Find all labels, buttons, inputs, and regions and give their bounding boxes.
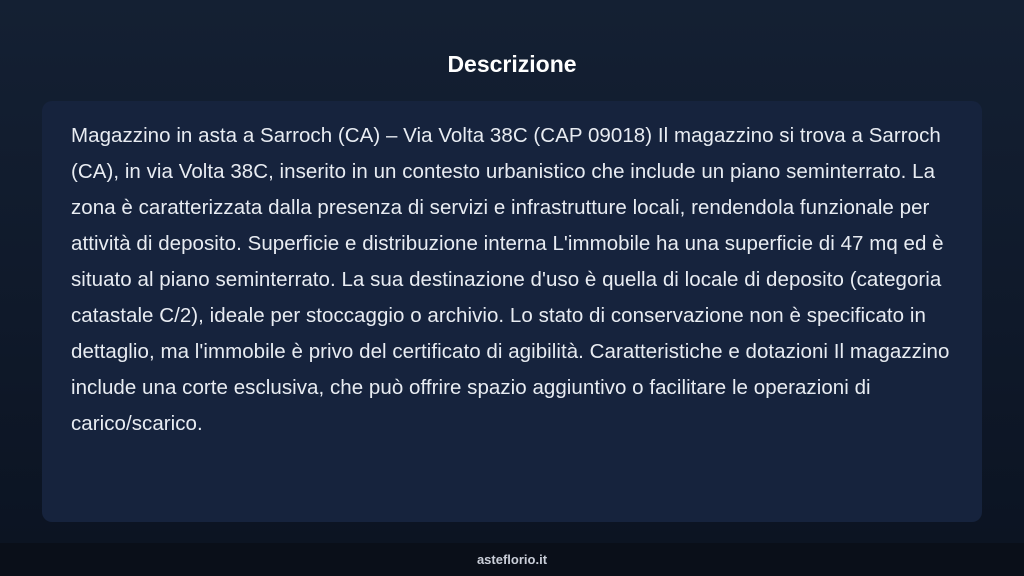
- footer-bar: [0, 543, 1024, 576]
- description-card: [42, 101, 982, 522]
- footer-site-label: asteflorio.it: [476, 552, 548, 567]
- page-title: Descrizione: [447, 51, 577, 77]
- description-text: Magazzino in asta a Sarroch (CA) – Via Volta 38C (CAP 09018) Il magazzino si trova a Sarroch (CA), in via Volta 38C, inserito in un contesto urbanistico che include un piano seminterrato. La zona è caratterizzata dalla presenza di servizi e infrastrutture locali, rendendola funzionale per attività di deposito. Superficie e distribuzione interna L'immobile ha una superficie di 47 mq ed è situato al piano seminterrato. La sua destinazione d'uso è quella di locale di deposito (categoria catastale C/2), ideale per stoccaggio o archivio. Lo stato di conservazione non è specificato in dettaglio, ma l'immobile è privo del certificato di agibilità. Caratteristiche e dotazioni Il magazzino include una corte esclusiva, che può offrire spazio aggiuntivo o facilitare le operazioni di carico/scarico.: [71, 124, 950, 435]
